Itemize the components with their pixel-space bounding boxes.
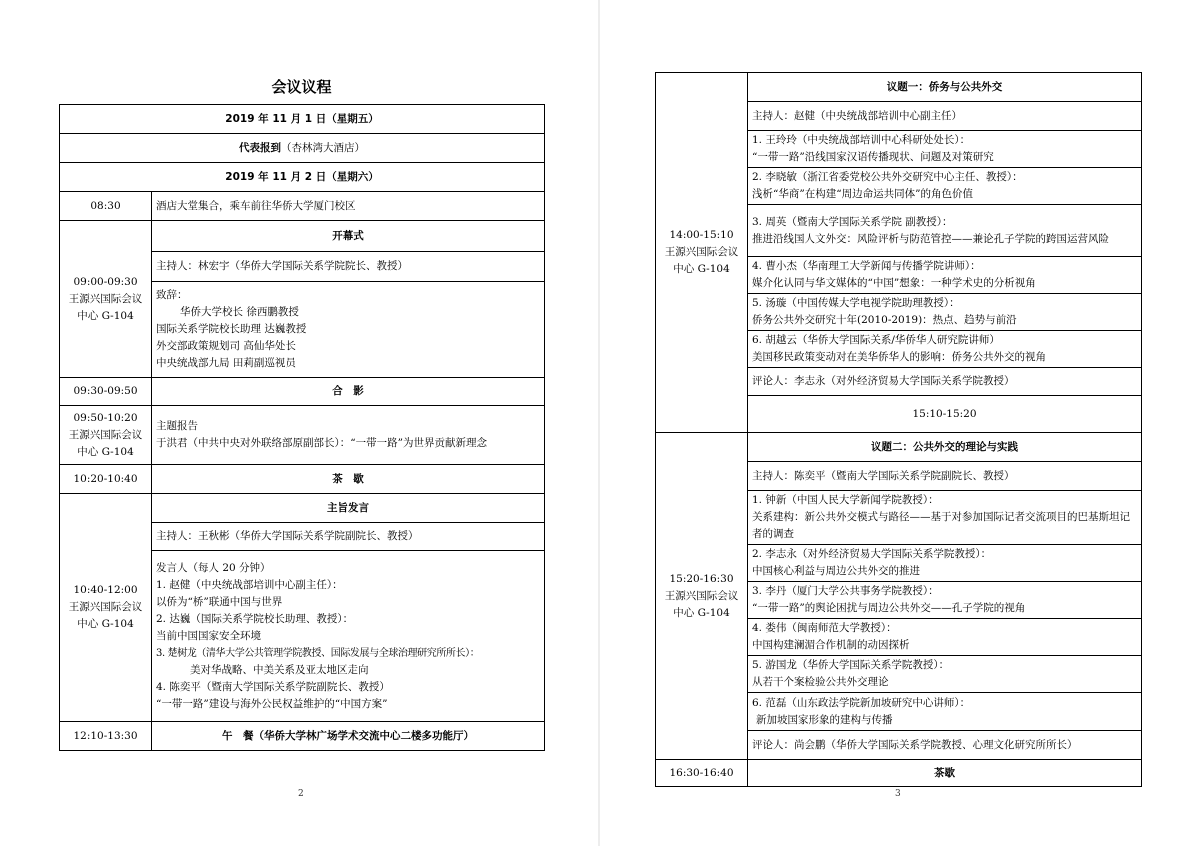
speaker-line: 5. 汤璇（中国传媒大学电视学院助理教授）： — [752, 297, 960, 309]
speaker-line: 2. 李晓敏（浙江省委党校公共外交研究中心主任、教授）： — [752, 171, 1023, 183]
speaker-line: 3. 李丹（厦门大学公共事务学院教授）： — [752, 585, 939, 597]
topic-line: “一带一路”的舆论困扰与周边公共外交——孔子学院的视角 — [752, 602, 1026, 614]
session-title: 合 影 — [152, 378, 545, 406]
speaker-line: 4. 陈奕平（暨南大学国际关系学院副院长、教授） — [156, 680, 390, 693]
row-tea3 — [656, 760, 1142, 787]
agenda-table-day1-2 — [59, 104, 545, 751]
page-number: 3 — [895, 789, 901, 799]
discussant-text: 评论人：李志永（对外经济贸易大学国际关系学院教授） — [748, 368, 1142, 396]
time-text: 14:00-15:10 — [669, 229, 734, 241]
speech-label: 致辞： — [156, 289, 188, 301]
topic-line: 以侨为“桥”联通中国与世界 — [156, 595, 283, 608]
time-text: 15:20-16:30 — [669, 572, 734, 585]
date-header: 2019 年 11 月 2 日（星期六） — [60, 163, 545, 192]
topic-line: “一带一路”沿线国家汉语传播现状、问题及对策研究 — [752, 151, 994, 163]
registration-bold: 代表报到 — [239, 141, 281, 154]
session-title: 茶歇 — [748, 760, 1142, 787]
host-text: 主持人：赵健（中央统战部培训中心副主任） — [748, 102, 1142, 131]
time-venue-cell — [60, 406, 152, 465]
time-cell: 10:20-10:40 — [60, 465, 152, 494]
registration-venue: （杏林湾大酒店） — [281, 141, 365, 154]
venue-text: 王源兴国际会议中心 G-104 — [68, 292, 143, 322]
session-title: 午 餐（华侨大学林广场学术交流中心二楼多功能厅） — [152, 722, 545, 751]
topic-line: 中国构建澜湄合作机制的动因探析 — [752, 639, 910, 651]
registration-cell — [60, 134, 545, 163]
speaker-line: 华侨大学校长 徐西鹏教授 — [180, 306, 299, 318]
topic-line: 当前中国国家安全环境 — [156, 629, 261, 642]
agenda-title: 会议议程 — [271, 78, 332, 96]
speaker-line: 6. 范磊（山东政法学院新加坡研究中心讲师）： — [752, 696, 971, 709]
speaker-line: 1. 王玲玲（中央统战部培训中心科研处处长）： — [752, 134, 971, 146]
session-title: 主题报告 — [156, 420, 198, 432]
keynote-text: 于洪君（中共中央对外联络部原副部长）：“一带一路”为世界贡献新理念 — [156, 437, 487, 449]
session-title: 主旨发言 — [152, 494, 545, 523]
row-opening-title — [60, 221, 545, 252]
time-cell: 12:10-13:30 — [60, 722, 152, 751]
time-text: 09:00-09:30 — [73, 275, 138, 288]
time-cell: 15:10-15:20 — [748, 396, 1142, 433]
time-cell: 08:30 — [60, 192, 152, 221]
date-header: 2019 年 11 月 1 日（星期五） — [60, 105, 545, 134]
venue-text: 王源兴国际会议中心 G-104 — [68, 601, 143, 630]
row-panel1-title — [656, 73, 1142, 102]
venue-text: 王源兴国际会议中心 G-104 — [68, 428, 143, 458]
row-tea1 — [60, 465, 545, 494]
host-text: 主持人：林宏宇（华侨大学国际关系学院院长、教授） — [152, 252, 545, 282]
speaker-line: 1. 钟新（中国人民大学新闻学院教授）： — [752, 494, 939, 506]
row-day1 — [60, 105, 545, 134]
speaker-line: 外交部政策规划司 高仙华处长 — [156, 340, 296, 352]
row-photo — [60, 378, 545, 406]
speeches-cell — [152, 282, 545, 378]
speaker-line: 3. 周英（暨南大学国际关系学院 副教授）： — [752, 215, 953, 228]
time-venue-cell — [60, 221, 152, 378]
session-title: 开幕式 — [152, 221, 545, 252]
assembly-text: 酒店大堂集合，乘车前往华侨大学厦门校区 — [152, 192, 545, 221]
host-text: 主持人：陈奕平（暨南大学国际关系学院副院长、教授） — [748, 462, 1142, 491]
speaker-line: 1. 赵健（中央统战部培训中心副主任）： — [156, 578, 343, 591]
agenda-table-panels — [655, 72, 1142, 787]
topic-line: 推进沿线国人文外交：风险评析与防范管控——兼论孔子学院的跨国运营风险 — [752, 232, 1109, 245]
row-panel2-title — [656, 433, 1142, 462]
topic-line: 美对华战略、中美关系及亚太地区走向 — [190, 663, 369, 676]
speaker-line: 4. 曹小杰（华南理工大学新闻与传播学院讲师）： — [752, 260, 981, 272]
venue-text: 王源兴国际会议中心 G-104 — [664, 246, 739, 275]
time-text: 10:40-12:00 — [73, 584, 138, 596]
panel-title: 议题一：侨务与公共外交 — [748, 73, 1142, 102]
row-keynote — [60, 406, 545, 465]
topic-line: 美国移民政策变动对在美华侨华人的影响：侨务公共外交的视角 — [752, 351, 1046, 363]
time-venue-cell — [656, 433, 748, 760]
speaker-line: 国际关系学院校长助理 达巍教授 — [156, 323, 307, 335]
speaker-line: 中央统战部九局 田莉副巡视员 — [156, 357, 296, 369]
row-plenary-title — [60, 494, 545, 523]
page-3 — [600, 0, 1196, 846]
host-text: 主持人：王秋彬（华侨大学国际关系学院副院长、教授） — [152, 523, 545, 551]
topic-line: 侨务公共外交研究十年(2010-2019)：热点、趋势与前沿 — [752, 314, 1017, 326]
row-0830 — [60, 192, 545, 221]
speaker-line: 2. 李志永（对外经济贸易大学国际关系学院教授）： — [752, 548, 992, 560]
time-venue-cell — [60, 494, 152, 722]
topic-line: 关系建构：新公共外交模式与路径——基于对参加国际记者交流项目的巴基斯坦记者的调查 — [752, 511, 1130, 540]
speaker-line: 6. 胡越云（华侨大学国际关系/华侨华人研究院讲师） — [752, 334, 1000, 346]
speaker-line: 2. 达巍（国际关系学院校长助理、教授）： — [156, 612, 354, 625]
topic-line: 新加坡国家形象的建构与传播 — [756, 713, 893, 726]
topic-line: 从若干个案检验公共外交理论 — [752, 676, 889, 688]
row-lunch — [60, 722, 545, 751]
speaker-line: 3. 楚树龙（清华大学公共管理学院教授、国际发展与全球治理研究所所长）： — [156, 647, 480, 659]
time-cell: 09:30-09:50 — [60, 378, 152, 406]
speaker-line: 5. 游国龙（华侨大学国际关系学院教授）： — [752, 659, 950, 671]
time-text: 09:50-10:20 — [73, 411, 138, 424]
panel-title: 议题二：公共外交的理论与实践 — [748, 433, 1142, 462]
page-number: 2 — [298, 789, 304, 799]
topic-line: 浅析“华商”在构建“周边命运共同体”的角色价值 — [752, 188, 973, 200]
speaker-line: 4. 娄伟（闽南师范大学教授）： — [752, 622, 897, 634]
keynote-cell — [152, 406, 545, 465]
time-venue-cell — [656, 73, 748, 433]
row-day2 — [60, 163, 545, 192]
topic-line: 中国核心利益与周边公共外交的推进 — [752, 565, 920, 577]
discussant-text: 评论人：尚会鹏（华侨大学国际关系学院教授、心理文化研究所所长） — [748, 731, 1142, 760]
time-cell: 16:30-16:40 — [656, 760, 748, 787]
topic-line: “一带一路”建设与海外公民权益维护的“中国方案” — [156, 697, 388, 710]
session-title: 茶 歇 — [152, 465, 545, 494]
venue-text: 王源兴国际会议中心 G-104 — [664, 589, 739, 619]
speakers-cell — [152, 551, 545, 722]
speaker-line: 发言人（每人 20 分钟） — [156, 561, 271, 574]
row-registration — [60, 134, 545, 163]
topic-line: 媒介化认同与华文媒体的“中国”想象：一种学术史的分析视角 — [752, 277, 1036, 289]
